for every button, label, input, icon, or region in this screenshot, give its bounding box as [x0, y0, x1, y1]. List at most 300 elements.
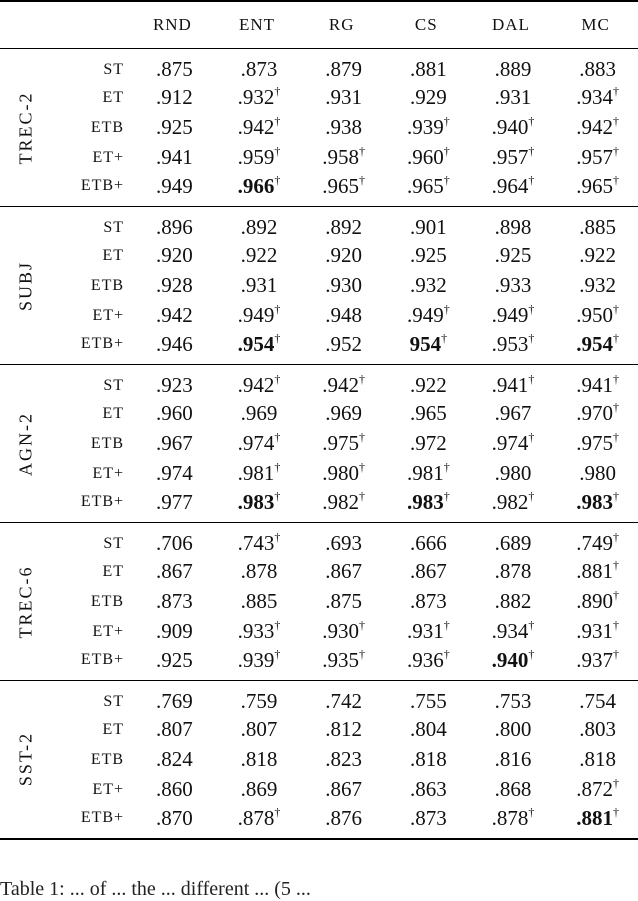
- score-value: .980: [494, 461, 532, 485]
- table-row: [0, 83, 638, 113]
- config-label: ETB+: [52, 173, 130, 207]
- significance-dagger: †: [443, 144, 450, 158]
- score-value: .940: [491, 115, 529, 139]
- significance-dagger: †: [613, 776, 620, 790]
- score-cell: [469, 331, 554, 365]
- table-row: [0, 715, 638, 745]
- score-cell: [299, 143, 384, 173]
- score-value: .807: [240, 717, 278, 741]
- score-cell: [215, 173, 300, 207]
- score-value: .823: [325, 747, 363, 771]
- significance-dagger: †: [613, 172, 620, 187]
- config-label: ETB: [90, 276, 125, 294]
- group-agn-2: [0, 365, 638, 523]
- significance-dagger: †: [274, 144, 281, 158]
- score-value: .981: [237, 461, 275, 485]
- significance-dagger: †: [359, 618, 366, 632]
- significance-dagger: †: [528, 302, 535, 316]
- significance-dagger: †: [443, 114, 450, 128]
- score-cell: [469, 587, 554, 617]
- score-cell: [384, 805, 469, 839]
- group-label-cell: [0, 49, 52, 207]
- group-trec-6: [0, 523, 638, 681]
- score-value: .959: [237, 145, 275, 169]
- score-cell: [215, 143, 300, 173]
- score-value: .965: [406, 173, 444, 198]
- table-caption: Table 1: ... of ... the ... different ... (5 ...: [0, 878, 311, 900]
- score-cell: [553, 715, 638, 745]
- significance-dagger: †: [359, 488, 366, 503]
- score-value: .818: [579, 747, 617, 771]
- score-cell: [130, 775, 215, 805]
- header-empty-config: [52, 1, 130, 49]
- group-label-cell: [0, 523, 52, 681]
- significance-dagger: †: [613, 372, 620, 387]
- score-cell: [384, 399, 469, 429]
- score-cell: [299, 49, 384, 83]
- significance-dagger: †: [274, 804, 281, 819]
- score-cell: [553, 173, 638, 207]
- score-cell: [553, 241, 638, 271]
- significance-dagger: †: [274, 172, 281, 187]
- config-label: ETB: [90, 750, 125, 768]
- score-cell: [469, 365, 554, 399]
- score-value: .885: [579, 215, 617, 240]
- group-label: SST-2: [15, 732, 36, 787]
- score-cell: [299, 83, 384, 113]
- config-label: ETB+: [52, 331, 130, 365]
- score-value: .892: [325, 215, 363, 240]
- score-cell: [299, 681, 384, 715]
- score-value: .967: [494, 401, 532, 425]
- score-cell: [384, 681, 469, 715]
- table-row: [0, 241, 638, 271]
- score-value: .804: [409, 717, 447, 741]
- table-row: [0, 365, 638, 399]
- header-dal: DAL: [491, 15, 530, 34]
- score-value: .932: [237, 85, 275, 109]
- group-label-cell: [0, 365, 52, 523]
- config-label: ET+: [92, 622, 125, 640]
- score-cell: [469, 429, 554, 459]
- score-cell: [299, 241, 384, 271]
- score-value: .925: [409, 243, 447, 267]
- score-value: .883: [579, 57, 617, 82]
- score-value: .873: [409, 805, 447, 830]
- score-cell: [469, 49, 554, 83]
- score-value: .949: [491, 303, 529, 327]
- score-cell: [299, 429, 384, 459]
- score-value: .889: [494, 57, 532, 82]
- score-value: .942: [576, 115, 614, 139]
- group-label-cell: [0, 681, 52, 839]
- score-cell: [469, 489, 554, 523]
- score-value: .965: [409, 401, 447, 425]
- score-value: .967: [156, 431, 193, 455]
- score-cell: [384, 207, 469, 241]
- score-value: .939: [406, 115, 444, 139]
- score-value: .824: [156, 747, 193, 771]
- score-value: .929: [409, 85, 447, 109]
- score-cell: [299, 805, 384, 839]
- score-value: .933: [237, 619, 275, 643]
- score-value: .693: [325, 531, 363, 556]
- score-value: .980: [579, 461, 617, 485]
- score-cell: [553, 587, 638, 617]
- significance-dagger: †: [443, 488, 450, 503]
- score-cell: [469, 775, 554, 805]
- score-value: .873: [240, 57, 278, 82]
- score-value: .946: [156, 331, 193, 356]
- significance-dagger: †: [613, 114, 620, 128]
- score-value: .803: [579, 717, 617, 741]
- score-value: .983: [237, 489, 275, 514]
- score-cell: [384, 241, 469, 271]
- score-value: .931: [406, 619, 444, 643]
- score-cell: [299, 715, 384, 745]
- score-cell: [299, 365, 384, 399]
- score-cell: [130, 143, 215, 173]
- score-cell: [553, 805, 638, 839]
- group-sst-2: [0, 681, 638, 839]
- significance-dagger: †: [274, 84, 281, 98]
- score-cell: [215, 745, 300, 775]
- score-cell: [130, 331, 215, 365]
- significance-dagger: †: [528, 330, 535, 345]
- score-cell: [469, 113, 554, 143]
- config-label: ET+: [92, 148, 125, 166]
- score-cell: [130, 113, 215, 143]
- score-value: .873: [156, 589, 193, 613]
- score-value: .878: [491, 805, 529, 830]
- score-value: .901: [409, 215, 447, 240]
- score-cell: [299, 399, 384, 429]
- significance-dagger: †: [359, 430, 366, 444]
- score-value: .969: [240, 401, 278, 425]
- score-cell: [215, 587, 300, 617]
- score-cell: [299, 489, 384, 523]
- score-value: .974: [156, 461, 193, 485]
- score-value: .881: [409, 57, 447, 82]
- config-label: ET: [102, 88, 125, 106]
- significance-dagger: †: [359, 460, 366, 474]
- score-cell: [130, 49, 215, 83]
- score-value: .960: [406, 145, 444, 169]
- score-cell: [469, 557, 554, 587]
- significance-dagger: †: [613, 302, 620, 316]
- score-cell: [299, 557, 384, 587]
- score-cell: [215, 459, 300, 489]
- score-value: .912: [156, 85, 193, 109]
- significance-dagger: †: [613, 430, 620, 444]
- score-cell: [553, 617, 638, 647]
- score-value: .942: [322, 373, 360, 398]
- score-value: .876: [325, 805, 363, 830]
- table-row: [0, 617, 638, 647]
- score-cell: [299, 113, 384, 143]
- score-value: .931: [325, 85, 363, 109]
- significance-dagger: †: [443, 646, 450, 661]
- score-value: .938: [325, 115, 363, 139]
- score-cell: [299, 647, 384, 681]
- score-value: .954: [576, 331, 614, 356]
- config-label: ET: [102, 562, 125, 580]
- score-cell: [553, 647, 638, 681]
- score-value: .934: [576, 85, 614, 109]
- score-value: .881: [576, 559, 614, 583]
- score-cell: [384, 83, 469, 113]
- table-row: [0, 301, 638, 331]
- config-label: ETB: [90, 434, 125, 452]
- config-label: ET: [102, 246, 125, 264]
- table-row: [0, 805, 638, 839]
- score-value: .925: [494, 243, 532, 267]
- score-cell: [469, 173, 554, 207]
- table-row: [0, 587, 638, 617]
- group-label: AGN-2: [15, 411, 36, 476]
- score-cell: [130, 173, 215, 207]
- table-row: [0, 271, 638, 301]
- score-cell: [299, 617, 384, 647]
- group-label: TREC-2: [15, 91, 36, 164]
- score-value: .867: [156, 559, 193, 583]
- group-label: SUBJ: [15, 260, 36, 311]
- significance-dagger: †: [613, 646, 620, 661]
- score-cell: [215, 399, 300, 429]
- score-value: .878: [494, 559, 532, 583]
- config-label: ETB+: [52, 647, 130, 681]
- score-value: .867: [325, 777, 363, 801]
- significance-dagger: †: [274, 372, 281, 387]
- significance-dagger: †: [443, 618, 450, 632]
- table-row: [0, 49, 638, 83]
- score-value: .952: [325, 331, 363, 356]
- score-value: .706: [156, 531, 193, 556]
- score-value: .958: [322, 145, 360, 169]
- significance-dagger: †: [528, 114, 535, 128]
- score-value: .870: [156, 805, 193, 830]
- score-cell: [215, 429, 300, 459]
- score-value: .743: [237, 531, 275, 556]
- score-cell: [384, 301, 469, 331]
- score-cell: [130, 647, 215, 681]
- score-value: .930: [325, 273, 363, 297]
- score-value: .868: [494, 777, 532, 801]
- score-value: .930: [322, 619, 360, 643]
- score-cell: [469, 647, 554, 681]
- score-cell: [553, 681, 638, 715]
- score-value: .933: [494, 273, 532, 297]
- significance-dagger: †: [613, 330, 620, 345]
- score-cell: [553, 745, 638, 775]
- score-value: .949: [237, 303, 275, 327]
- score-value: .922: [409, 373, 447, 398]
- score-value: .941: [576, 373, 614, 398]
- significance-dagger: †: [528, 144, 535, 158]
- score-cell: [130, 83, 215, 113]
- score-cell: [299, 745, 384, 775]
- score-value: .890: [576, 589, 614, 613]
- table-row: [0, 113, 638, 143]
- score-cell: [469, 207, 554, 241]
- score-cell: [130, 241, 215, 271]
- score-value: .983: [406, 489, 444, 514]
- score-cell: [130, 557, 215, 587]
- score-value: .935: [322, 647, 360, 672]
- table-row: [0, 523, 638, 557]
- score-cell: [553, 459, 638, 489]
- score-cell: [215, 331, 300, 365]
- score-cell: [469, 399, 554, 429]
- score-value: .928: [156, 273, 193, 297]
- significance-dagger: †: [528, 172, 535, 187]
- score-cell: [215, 301, 300, 331]
- score-cell: [130, 301, 215, 331]
- score-value: .964: [491, 173, 529, 198]
- score-cell: [469, 805, 554, 839]
- score-value: .975: [576, 431, 614, 455]
- score-value: .942: [237, 115, 275, 139]
- header-empty-group: [0, 1, 52, 49]
- score-value: .872: [576, 777, 614, 801]
- score-cell: [215, 647, 300, 681]
- score-cell: [469, 143, 554, 173]
- score-cell: [130, 617, 215, 647]
- score-value: .753: [494, 689, 532, 714]
- score-value: .754: [579, 689, 617, 714]
- score-cell: [553, 143, 638, 173]
- score-value: .950: [576, 303, 614, 327]
- score-cell: [553, 775, 638, 805]
- table-row: [0, 207, 638, 241]
- score-value: .941: [491, 373, 529, 398]
- score-cell: [215, 207, 300, 241]
- score-cell: [469, 745, 554, 775]
- score-value: .983: [576, 489, 614, 514]
- score-cell: [469, 617, 554, 647]
- score-value: .867: [325, 559, 363, 583]
- significance-dagger: †: [359, 144, 366, 158]
- score-value: .860: [156, 777, 193, 801]
- significance-dagger: †: [613, 804, 620, 819]
- score-cell: [299, 587, 384, 617]
- score-cell: [553, 83, 638, 113]
- score-value: .934: [491, 619, 529, 643]
- significance-dagger: †: [359, 172, 366, 187]
- score-value: .923: [156, 373, 193, 398]
- score-value: .920: [325, 243, 363, 267]
- score-value: .881: [576, 805, 614, 830]
- significance-dagger: †: [274, 330, 281, 345]
- score-value: .974: [491, 431, 529, 455]
- score-cell: [130, 587, 215, 617]
- significance-dagger: †: [274, 460, 281, 474]
- score-value: .749: [576, 531, 614, 556]
- score-value: .920: [156, 243, 193, 267]
- score-value: .942: [156, 303, 193, 327]
- score-value: .937: [576, 647, 614, 672]
- score-cell: [469, 241, 554, 271]
- score-cell: [553, 489, 638, 523]
- score-cell: [130, 399, 215, 429]
- significance-dagger: †: [613, 488, 620, 503]
- score-value: .981: [406, 461, 444, 485]
- score-cell: [130, 715, 215, 745]
- score-value: .878: [240, 559, 278, 583]
- score-value: .966: [237, 173, 275, 198]
- config-label: ET+: [92, 780, 125, 798]
- score-cell: [215, 271, 300, 301]
- score-cell: [299, 301, 384, 331]
- score-value: .875: [325, 589, 363, 613]
- significance-dagger: †: [359, 646, 366, 661]
- score-value: .892: [240, 215, 278, 240]
- score-cell: [553, 113, 638, 143]
- score-cell: [215, 775, 300, 805]
- score-cell: [553, 207, 638, 241]
- score-value: .954: [237, 331, 275, 356]
- score-cell: [299, 523, 384, 557]
- significance-dagger: †: [274, 114, 281, 128]
- table-row: [0, 647, 638, 681]
- score-value: .769: [156, 689, 193, 714]
- score-value: .949: [406, 303, 444, 327]
- score-value: .922: [240, 243, 278, 267]
- score-cell: [299, 207, 384, 241]
- score-value: .977: [156, 489, 193, 514]
- significance-dagger: †: [528, 646, 535, 661]
- score-value: .980: [322, 461, 360, 485]
- significance-dagger: †: [613, 84, 620, 98]
- config-label: ET+: [92, 464, 125, 482]
- config-label: ET+: [92, 306, 125, 324]
- table-row: [0, 459, 638, 489]
- score-cell: [215, 715, 300, 745]
- score-cell: [215, 523, 300, 557]
- score-cell: [553, 557, 638, 587]
- score-cell: [553, 49, 638, 83]
- score-cell: [553, 399, 638, 429]
- score-cell: [130, 745, 215, 775]
- score-cell: [384, 587, 469, 617]
- significance-dagger: †: [528, 430, 535, 444]
- score-value: .816: [494, 747, 532, 771]
- score-value: .869: [240, 777, 278, 801]
- score-value: .818: [240, 747, 278, 771]
- score-cell: [130, 207, 215, 241]
- significance-dagger: †: [613, 588, 620, 602]
- table-row: [0, 399, 638, 429]
- score-value: .982: [322, 489, 360, 514]
- group-subj: [0, 207, 638, 365]
- score-value: .948: [325, 303, 363, 327]
- config-label: ST: [103, 218, 125, 236]
- score-cell: [384, 459, 469, 489]
- score-cell: [553, 365, 638, 399]
- score-value: .941: [156, 145, 193, 169]
- table-row: [0, 557, 638, 587]
- score-cell: [384, 113, 469, 143]
- score-cell: [384, 775, 469, 805]
- table-row: [0, 775, 638, 805]
- group-label-cell: [0, 207, 52, 365]
- score-value: .666: [409, 531, 447, 556]
- significance-dagger: †: [613, 144, 620, 158]
- score-value: .878: [237, 805, 275, 830]
- config-label: ST: [103, 534, 125, 552]
- significance-dagger: †: [359, 372, 366, 387]
- score-cell: [299, 173, 384, 207]
